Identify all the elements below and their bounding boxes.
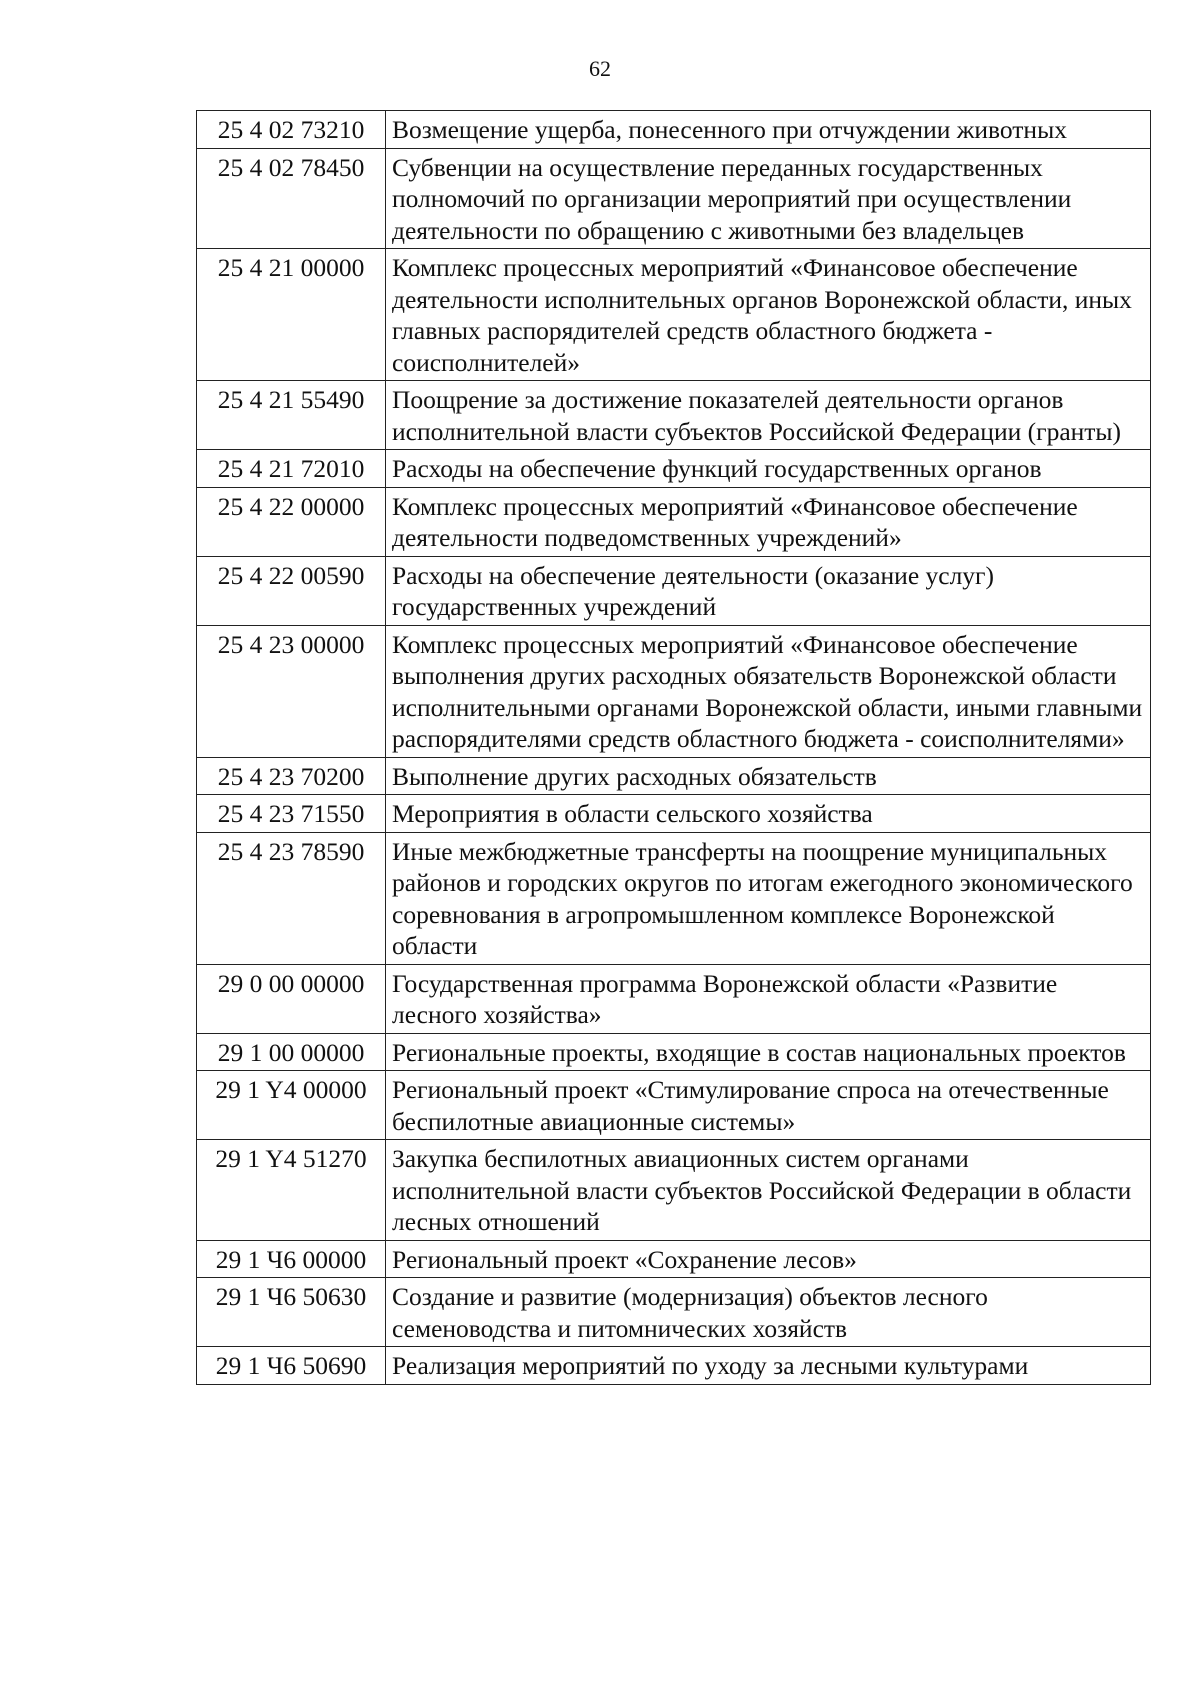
classification-code: 29 1 00 00000 — [197, 1033, 386, 1071]
table-row — [197, 1033, 1151, 1071]
classification-code: 29 1 Ч6 00000 — [197, 1240, 386, 1278]
expense-description: Выполнение других расходных обязательств — [386, 757, 1151, 795]
classification-code: 25 4 23 71550 — [197, 795, 386, 833]
expense-description: Государственная программа Воронежской области «Развитие лесного хозяйства» — [386, 964, 1151, 1033]
table-row — [197, 1071, 1151, 1140]
table-row — [197, 556, 1151, 625]
table-row — [197, 625, 1151, 757]
table-row — [197, 832, 1151, 964]
expense-description: Возмещение ущерба, понесенного при отчуждении животных — [386, 111, 1151, 149]
classification-code: 25 4 23 70200 — [197, 757, 386, 795]
expense-description: Закупка беспилотных авиационных систем органами исполнительной власти субъектов Российской Федерации в области лесных отношений — [386, 1140, 1151, 1241]
table-row — [197, 795, 1151, 833]
table-row — [197, 249, 1151, 381]
expense-description: Субвенции на осуществление переданных государственных полномочий по организации мероприятий при осуществлении деятельности по обращению с животными без владельцев — [386, 148, 1151, 249]
expense-description: Расходы на обеспечение деятельности (оказание услуг) государственных учреждений — [386, 556, 1151, 625]
table-body — [197, 111, 1151, 1385]
classification-code: 25 4 23 00000 — [197, 625, 386, 757]
classification-code: 29 1 Y4 00000 — [197, 1071, 386, 1140]
classification-code: 29 0 00 00000 — [197, 964, 386, 1033]
expense-description: Создание и развитие (модернизация) объектов лесного семеноводства и питомнических хозяйств — [386, 1278, 1151, 1347]
expense-description: Региональный проект «Стимулирование спроса на отечественные беспилотные авиационные системы» — [386, 1071, 1151, 1140]
table-row — [197, 757, 1151, 795]
expense-description: Реализация мероприятий по уходу за лесными культурами — [386, 1347, 1151, 1385]
table-row — [197, 381, 1151, 450]
table-row — [197, 111, 1151, 149]
table-row — [197, 450, 1151, 488]
classification-code: 29 1 Ч6 50690 — [197, 1347, 386, 1385]
classification-code: 25 4 21 55490 — [197, 381, 386, 450]
classification-code: 25 4 22 00590 — [197, 556, 386, 625]
table-row — [197, 1140, 1151, 1241]
classification-code: 29 1 Y4 51270 — [197, 1140, 386, 1241]
budget-codes-table — [196, 110, 1151, 1385]
expense-description: Поощрение за достижение показателей деятельности органов исполнительной власти субъектов Российской Федерации (гранты) — [386, 381, 1151, 450]
classification-code: 25 4 21 00000 — [197, 249, 386, 381]
table-row — [197, 1347, 1151, 1385]
expense-description: Региональный проект «Сохранение лесов» — [386, 1240, 1151, 1278]
classification-code: 25 4 22 00000 — [197, 487, 386, 556]
classification-code: 25 4 23 78590 — [197, 832, 386, 964]
table-row — [197, 487, 1151, 556]
table-row — [197, 964, 1151, 1033]
table-row — [197, 148, 1151, 249]
table-row — [197, 1278, 1151, 1347]
classification-code: 25 4 21 72010 — [197, 450, 386, 488]
expense-description: Комплекс процессных мероприятий «Финансовое обеспечение деятельности исполнительных органов Воронежской области, иных главных распорядителей средств областного бюджета - соисполнителей» — [386, 249, 1151, 381]
expense-description: Мероприятия в области сельского хозяйства — [386, 795, 1151, 833]
classification-code: 25 4 02 73210 — [197, 111, 386, 149]
expense-description: Комплекс процессных мероприятий «Финансовое обеспечение выполнения других расходных обязательств Воронежской области исполнительными органами Воронежской области, иными главными распорядителями средств областного бюджета - соисполнителями» — [386, 625, 1151, 757]
page-number: 62 — [589, 56, 611, 81]
expense-description: Расходы на обеспечение функций государственных органов — [386, 450, 1151, 488]
expense-description: Региональные проекты, входящие в состав национальных проектов — [386, 1033, 1151, 1071]
table-row — [197, 1240, 1151, 1278]
expense-description: Иные межбюджетные трансферты на поощрение муниципальных районов и городских округов по итогам ежегодного экономического соревнования в агропромышленном комплексе Воронежской области — [386, 832, 1151, 964]
expense-description: Комплекс процессных мероприятий «Финансовое обеспечение деятельности подведомственных учреждений» — [386, 487, 1151, 556]
classification-code: 29 1 Ч6 50630 — [197, 1278, 386, 1347]
classification-code: 25 4 02 78450 — [197, 148, 386, 249]
